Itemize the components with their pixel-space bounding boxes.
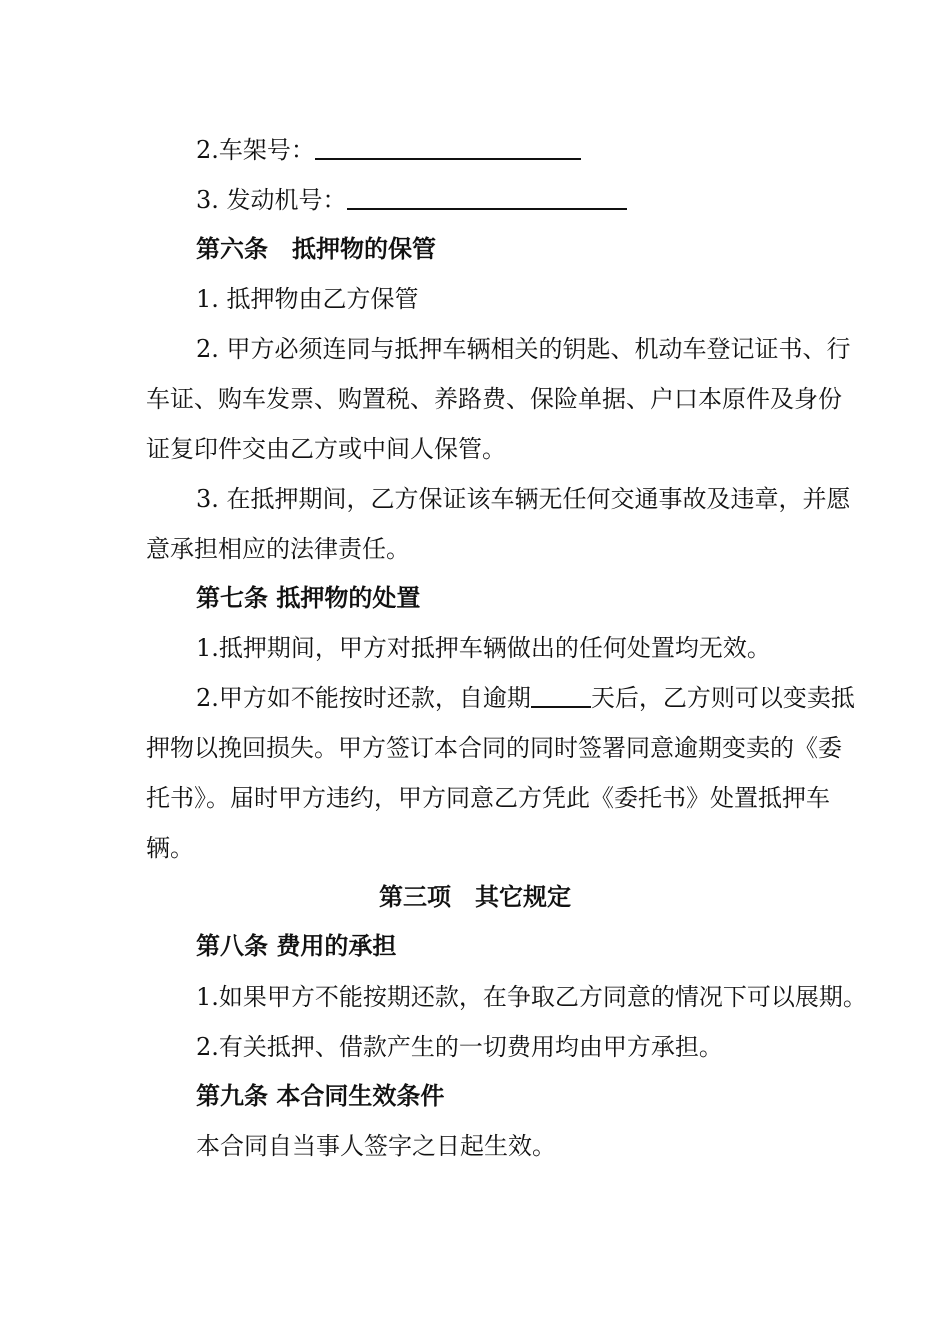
article-7-item-2-line-1 (196, 682, 855, 714)
frame-number-line (196, 134, 581, 166)
article-7-item-2-line-2: 押物以挽回损失。甲方签订本合同的同时签署同意逾期变卖的《委 (146, 734, 842, 762)
article-6-item-2-line-1: 2. 甲方必须连同与抵押车辆相关的钥匙、机动车登记证书、行 (196, 335, 851, 363)
article-7-item-1: 1.抵押期间，甲方对抵押车辆做出的任何处置均无效。 (196, 634, 771, 662)
frame-number-label: 2.车架号： (196, 136, 315, 164)
article-9-text: 本合同自当事人签字之日起生效。 (196, 1132, 556, 1160)
article-8-item-2: 2.有关抵押、借款产生的一切费用均由甲方承担。 (196, 1033, 723, 1061)
overdue-days-blank (531, 682, 591, 708)
article-6-item-3-line-2: 意承担相应的法律责任。 (146, 535, 410, 563)
section-3-heading: 第三项 其它规定 (379, 883, 571, 911)
engine-number-label: 3. 发动机号： (196, 186, 347, 214)
overdue-text-pre: 2.甲方如不能按时还款，自逾期 (196, 684, 531, 712)
article-6-item-1: 1. 抵押物由乙方保管 (196, 285, 419, 313)
article-6-item-2-line-3: 证复印件交由乙方或中间人保管。 (146, 435, 506, 463)
article-7-item-2-line-4: 辆。 (146, 834, 194, 862)
engine-number-blank (347, 184, 627, 210)
overdue-text-post: 天后，乙方则可以变卖抵 (590, 684, 855, 712)
frame-number-blank (315, 134, 581, 160)
article-8-item-1: 1.如果甲方不能按期还款，在争取乙方同意的情况下可以展期。 (196, 983, 867, 1011)
article-6-item-2-line-2: 车证、购车发票、购置税、养路费、保险单据、户口本原件及身份 (146, 385, 842, 413)
article-6-heading: 第六条 抵押物的保管 (196, 235, 436, 263)
engine-number-line (196, 184, 627, 216)
article-7-heading: 第七条 抵押物的处置 (196, 584, 421, 612)
article-6-item-3-line-1: 3. 在抵押期间，乙方保证该车辆无任何交通事故及违章，并愿 (196, 485, 851, 513)
article-9-heading: 第九条 本合同生效条件 (196, 1082, 445, 1110)
article-8-heading: 第八条 费用的承担 (196, 932, 397, 960)
article-7-item-2-line-3: 托书》。届时甲方违约，甲方同意乙方凭此《委托书》处置抵押车 (146, 784, 830, 812)
